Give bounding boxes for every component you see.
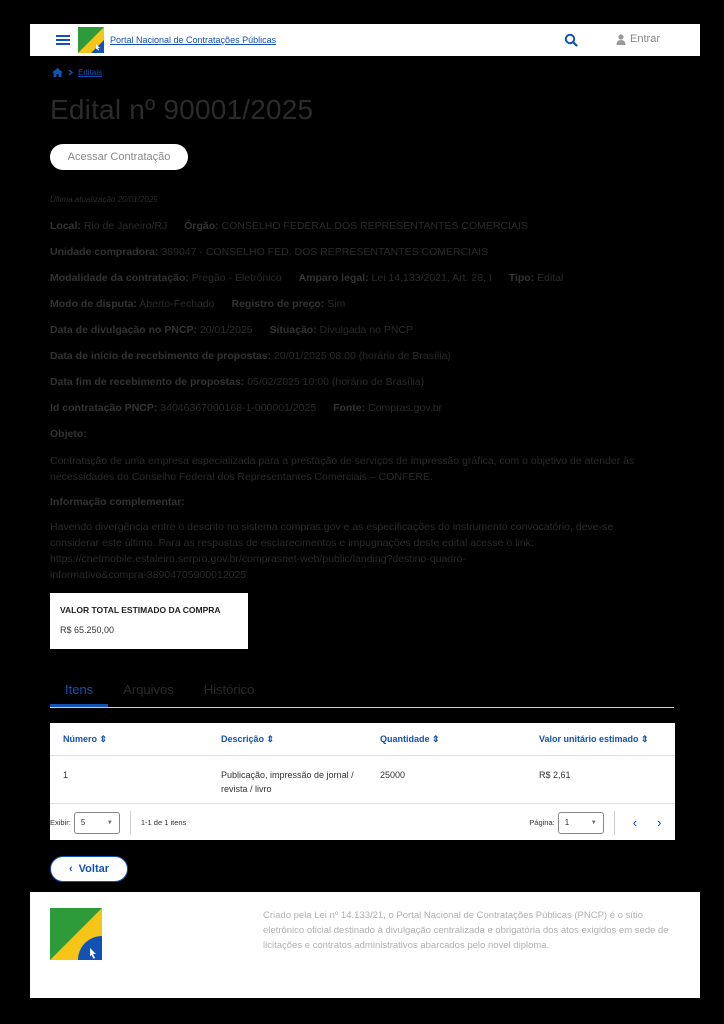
page-title: Edital nº 90001/2025 [50,94,314,125]
sort-icon: ⇕ [641,733,649,744]
cell-numero: 1 [63,770,69,780]
valor-total-label: VALOR TOTAL ESTIMADO DA COMPRA [60,605,221,615]
tab-historico[interactable]: Histórico [203,682,255,697]
table-header [50,723,675,756]
detail-row-modalidade: Modalidade da contratação: Pregão - Eletrônico Amparo legal: Lei 14.133/2021, Art. 28, I Tipo: Edital [50,272,564,284]
objeto-text: Contratação de uma empresa especializada para a prestação de serviços de impressão gráfica, com o objetivo de atender às necessidades do Conselho Federal dos Representantes Comerciais – CONFERE. [50,455,635,483]
header-bar [30,24,700,56]
detail-row-unidade: Unidade compradora: 389047 - CONSELHO FED. DOS REPRESENTANTES COMERCIAIS [50,246,489,258]
footer-description: Criado pela Lei nº 14.133/21, o Portal Nacional de Contratações Públicas (PNCP) é o sítio eletrônico oficial destinado à divulgação centralizada e obrigatória dos atos exigidos em sede de licitações e contratos administrativos abarcados pelo novel diploma. [263,910,669,951]
last-updated: Última atualização 20/01/2025 [50,195,158,204]
item-range: 1-1 de 1 itens [140,818,187,827]
search-icon[interactable] [564,33,578,47]
valor-total-card [50,593,248,649]
info-complementar-text: Havendo divergência entre o descrito no sistema compras.gov e as especificações do instrumento convocatório, deve-se considerar este último. Para as respostas de esclarecimentos e impugnações deste edital acesse o link: https://cnetmobile.estaleiro.serpro.gov.br/comprasnet-web/public/landing?destino-quadro- informativo&compra-38904705900012025 [50,521,614,581]
valor-total-value: R$ 65.250,00 [60,625,115,635]
column-header-descricao[interactable]: Descrição ⇕ [221,733,275,744]
acessar-contratacao-button[interactable]: Acessar Contratação [50,144,188,170]
exibir-label: Exibir: [50,818,71,827]
caret-down-icon: ▼ [590,819,597,826]
tab-arquivos[interactable]: Arquivos [123,682,174,697]
column-header-numero[interactable]: Número ⇕ [63,733,108,744]
login-button[interactable] [616,33,660,45]
pagina-label: Página: [529,818,555,827]
detail-row-fim: Data fim de recebimento de propostas: 05/02/2025 10:00 (horário de Brasília) [50,376,425,388]
voltar-button[interactable]: ‹ Voltar [50,856,128,882]
chevron-right-icon[interactable]: › [657,815,662,830]
sort-icon: ⇕ [266,733,275,744]
detail-row-local: Local: Rio de Janeiro/RJ Órgão: CONSELHO FEDERAL DOS REPRESENTANTES COMERCIAIS [50,220,528,232]
chevron-right-icon [68,69,73,76]
detail-row-id: Id contratação PNCP: 34046367000168-1-000001/2025 Fonte: Compras.gov.br [50,402,443,414]
detail-row-divulgacao: Data de divulgação no PNCP: 20/01/2025 Situação: Divulgada no PNCP [50,324,414,336]
objeto-label: Objeto: [50,428,87,440]
page-size-select[interactable]: 5 ▼ [74,812,120,834]
divider [130,811,131,835]
divider [614,811,615,835]
breadcrumb-editais-link[interactable]: Editais [78,68,103,77]
tab-itens[interactable]: Itens [50,678,108,707]
home-icon[interactable] [52,68,63,77]
detail-row-modo: Modo de disputa: Aberto-Fechado Registro de preço: Sim [50,298,346,310]
table-row[interactable] [50,756,675,804]
chevron-left-icon[interactable]: ‹ [632,815,638,830]
column-header-quantidade[interactable]: Quantidade ⇕ [380,733,440,744]
tabs [50,678,674,708]
info-complementar-label: Informação complementar: [50,496,185,508]
login-label: Entrar [630,33,660,45]
page-select[interactable]: 1 ▼ [558,812,604,834]
pncp-logo[interactable] [78,27,104,53]
hamburger-icon[interactable] [56,35,70,45]
cell-valor: R$ 2,61 [539,770,571,780]
pagination-bar [50,805,675,840]
detail-row-inicio: Data de início de recebimento de propostas: 20/01/2025 08:00 (horário de Brasília) [50,350,451,362]
user-icon [616,34,626,45]
items-table [50,723,675,840]
pncp-footer-logo [50,908,102,960]
cell-quantidade: 25000 [380,770,406,780]
sort-icon: ⇕ [432,733,440,744]
column-header-valor[interactable]: Valor unitário estimado ⇕ [539,733,649,744]
chevron-left-icon: ‹ [68,863,73,875]
breadcrumb [52,68,102,77]
portal-name-link[interactable]: Portal Nacional de Contratações Públicas [110,35,277,45]
footer [30,892,700,998]
sort-icon: ⇕ [99,733,108,744]
cell-descricao: Publicação, impressão de jornal / revista / livro [221,770,354,794]
caret-down-icon: ▼ [106,819,113,826]
